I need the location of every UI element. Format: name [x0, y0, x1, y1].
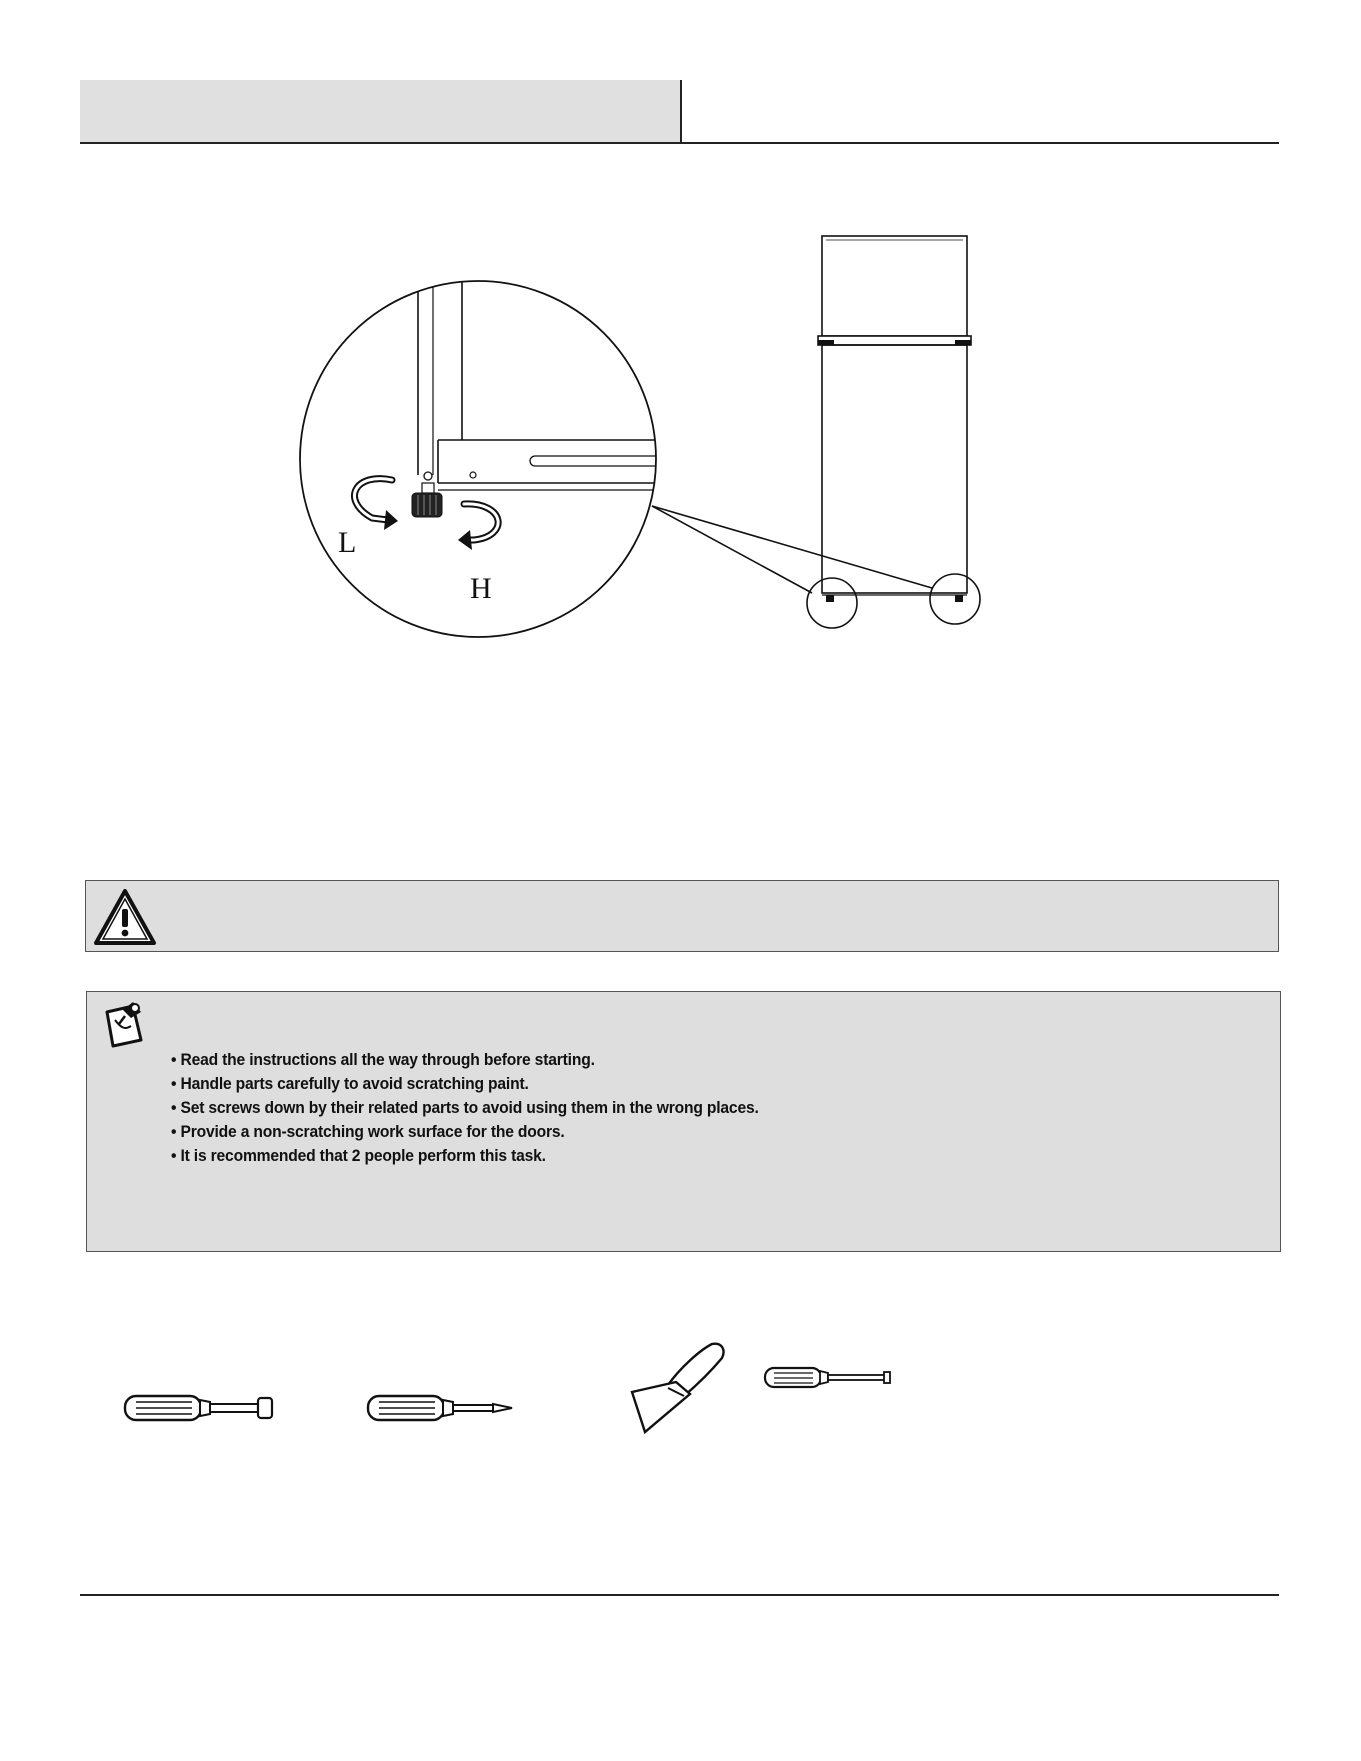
pinned-note-icon	[103, 1000, 147, 1050]
note-item: • Provide a non-scratching work surface for the doors.	[171, 1120, 759, 1144]
flathead-screwdriver-icon	[765, 1368, 890, 1387]
header-rule	[80, 142, 1279, 144]
note-item: • Set screws down by their related parts to avoid using them in the wrong places.	[171, 1096, 759, 1120]
rotate-low-arrow-icon	[355, 479, 398, 530]
notes-list	[171, 1048, 810, 1168]
refrigerator-front-view	[807, 236, 980, 628]
notes-box	[86, 991, 1281, 1252]
zoom-detail-circle	[300, 260, 710, 637]
footer-rule	[80, 1594, 1279, 1596]
label-high: H	[470, 572, 492, 605]
tools-needed	[0, 1340, 1361, 1450]
rotate-high-arrow-icon	[458, 504, 498, 550]
note-item: • Read the instructions all the way through before starting.	[171, 1048, 759, 1072]
note-item: • It is recommended that 2 people perform this task.	[171, 1144, 759, 1168]
header-divider	[680, 80, 682, 143]
label-low: L	[338, 526, 357, 559]
nut-driver-icon	[125, 1396, 272, 1420]
warning-triangle-icon	[92, 887, 158, 947]
putty-knife-icon	[632, 1344, 724, 1432]
warning-box	[85, 880, 1279, 952]
phillips-screwdriver-icon	[368, 1396, 512, 1420]
note-item: • Handle parts carefully to avoid scratching paint.	[171, 1072, 759, 1096]
header-band	[80, 80, 681, 142]
leveling-diagram	[0, 200, 1361, 660]
